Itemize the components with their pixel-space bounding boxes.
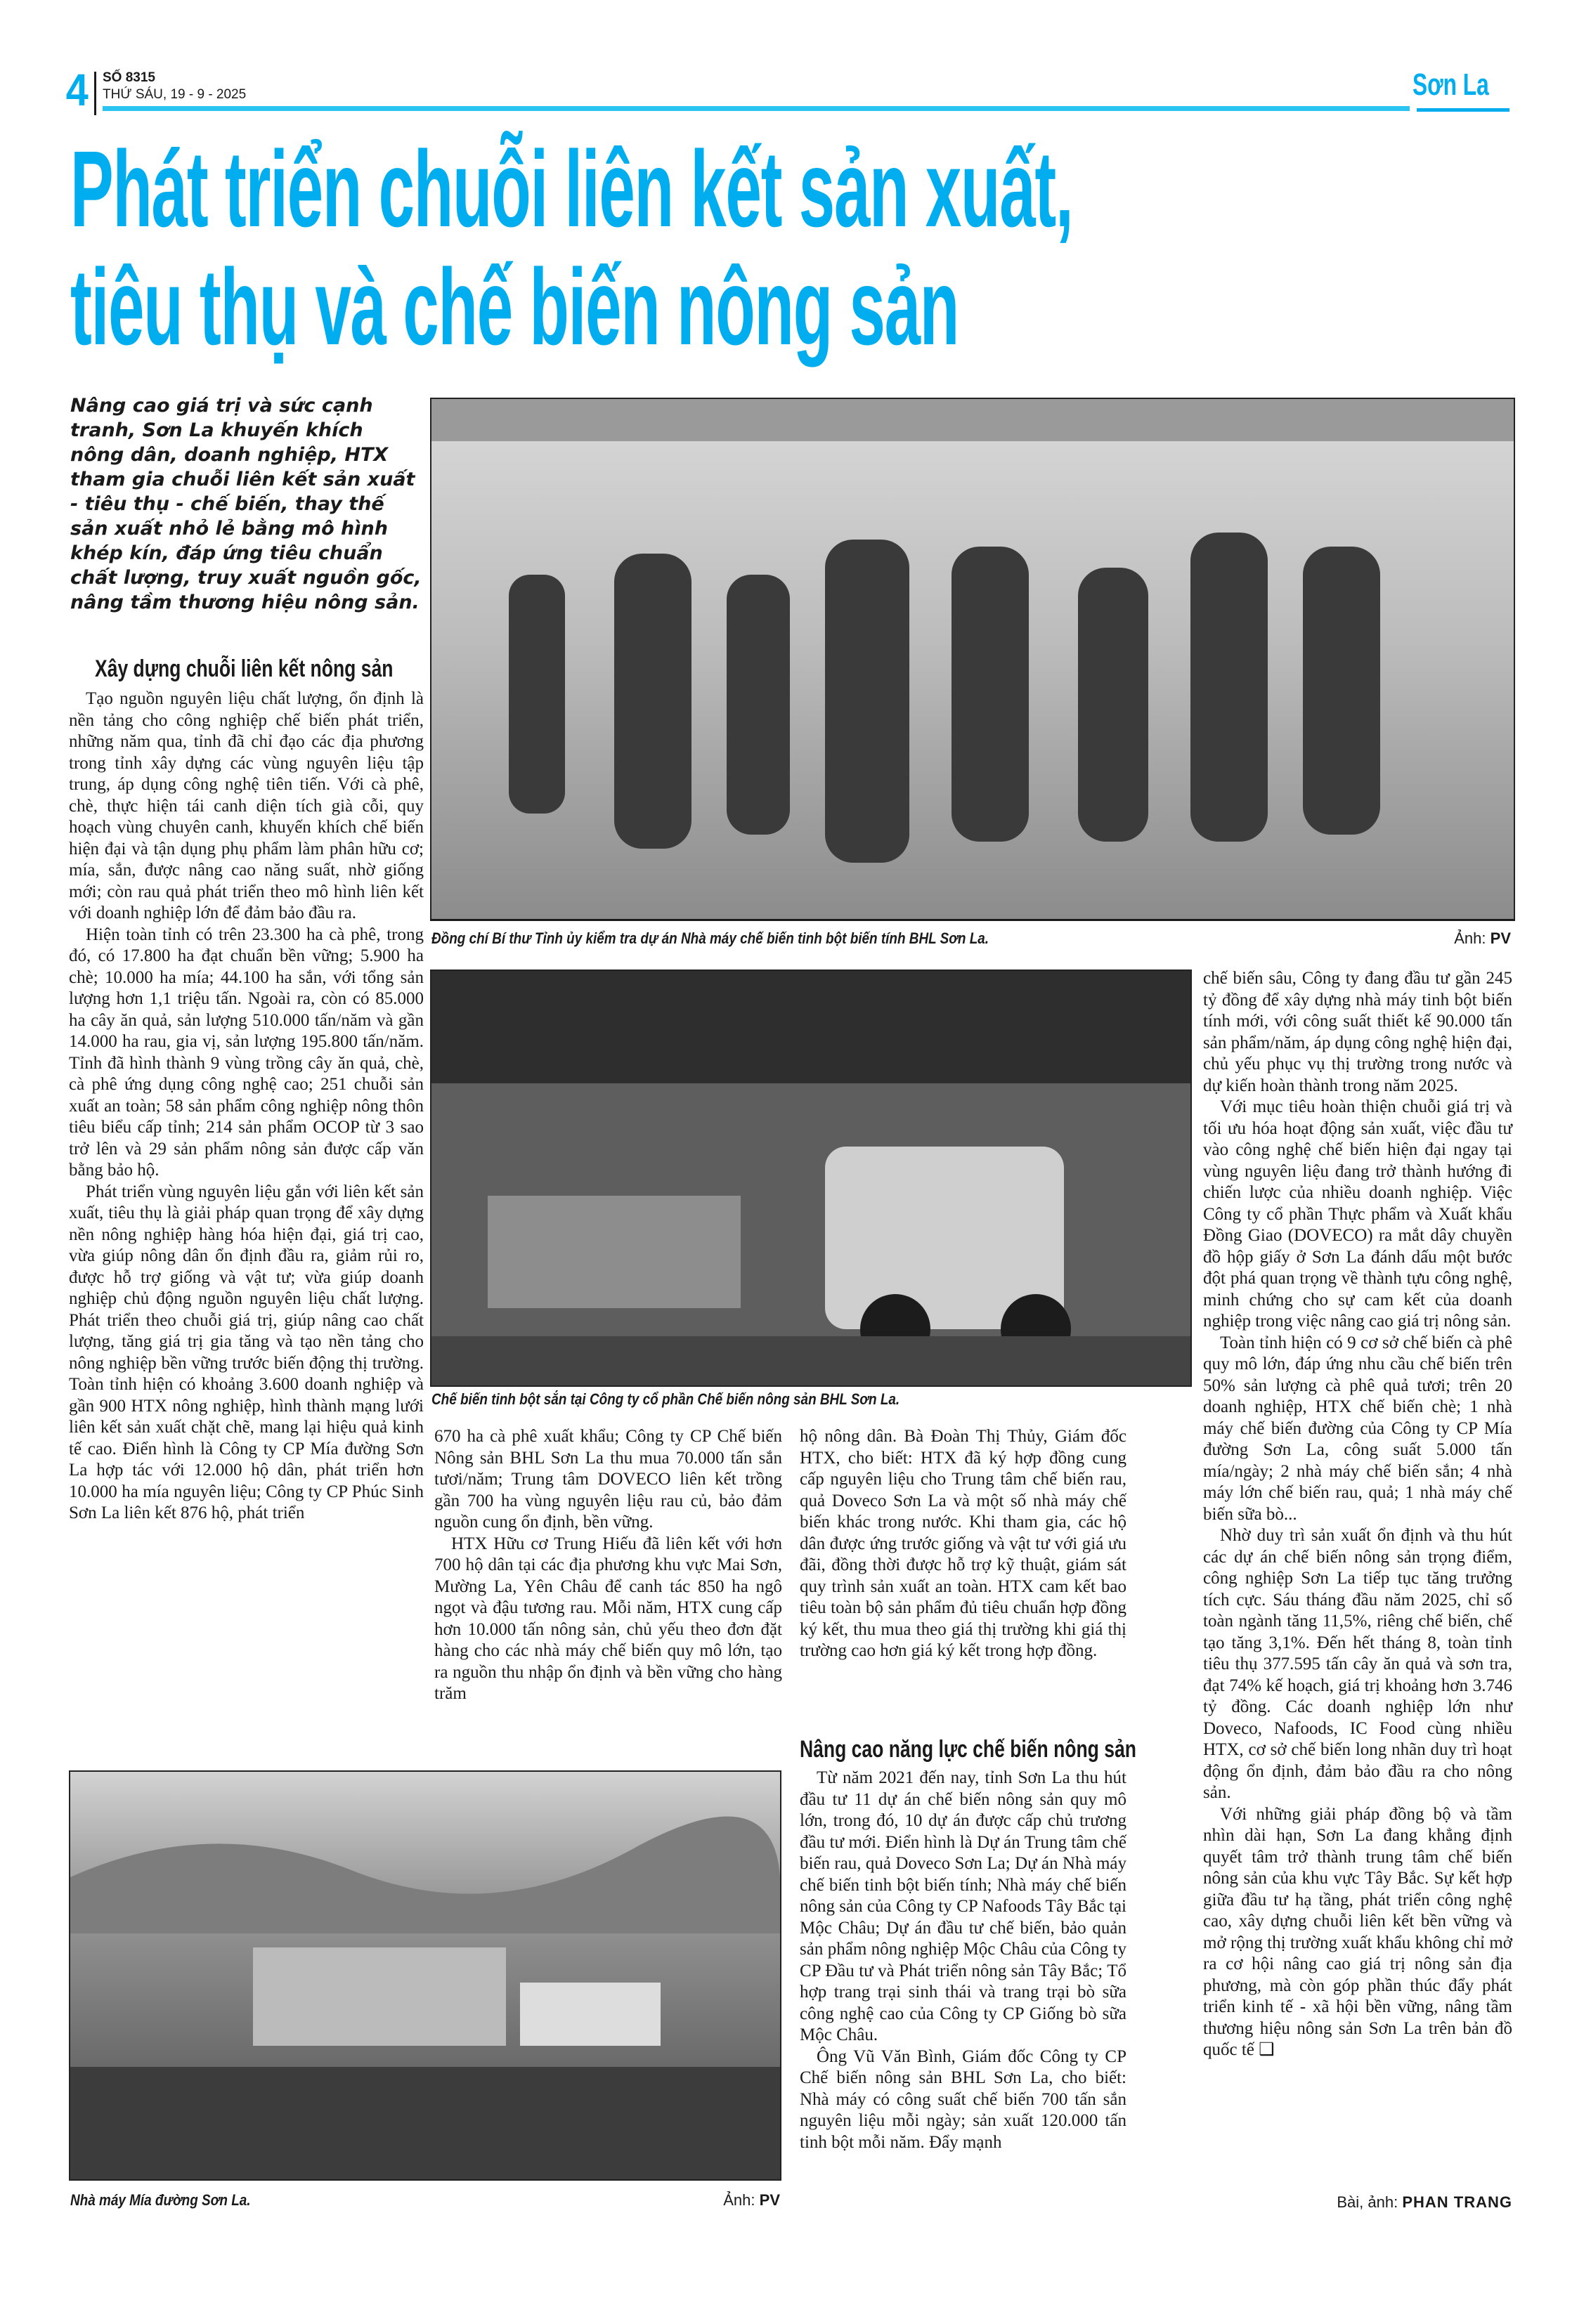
caption-rule <box>430 919 1515 921</box>
header-rule <box>103 106 1410 111</box>
paragraph: Toàn tỉnh hiện có 9 cơ sở chế biến cà phê quy mô lớn, đáp ứng nhu cầu chế biến trên 50% sản lượng cà phê quả tươi; trên 20 doanh nghiệp, HTX chế biến chè; 1 nhà máy chế biến đường của Công ty CP Mía đường Sơn La, công suất 5.000 tấn mía/ngày; 2 nhà máy chế biến sắn; 4 nhà máy lớn chế biến rau, quả; 1 nhà máy chế biến sữa bò... <box>1203 1333 1512 1524</box>
paragraph: Hiện toàn tỉnh có trên 23.300 ha cà phê, trong đó, có 17.800 ha đạt chuẩn bền vững; 5.900 ha chè; 10.000 ha mía; 44.100 ha sắn, với tổng sản lượng hơn 1,1 triệu tấn. Ngoài ra, còn có 85.000 ha cây ăn quả, sản lượng 510.000 tấn/năm và gần 14.000 ha rau, gia vị, sản lượng 195.800 tấn/năm. Tỉnh đã hình thành 9 vùng trồng cây ăn quả, chè, cà phê ứng dụng công nghệ cao; 251 chuỗi sản xuất an toàn; 58 sản phẩm công nghiệp nông thôn tiêu biểu cấp tỉnh; 214 sản phẩm OCOP từ 3 sao trở lên và 29 sản phẩm nông sản được cấp văn bằng bảo hộ. <box>69 925 424 1180</box>
photo-starch-processing <box>430 970 1192 1387</box>
photo-processing-image <box>431 971 1190 1385</box>
credit-label: Ảnh: <box>723 2191 755 2209</box>
paragraph: hộ nông dân. Bà Đoàn Thị Thủy, Giám đốc HTX, cho biết: HTX đã ký hợp đồng cung cấp nguyên liệu cho Trung tâm chế biến rau, quả Doveco Sơn La và một số nhà máy chế biến khác trong nước. Khi tham gia, các hộ dân được ứng trước giống và vật tư với giá ưu đãi, đồng thời được hỗ trợ kỹ thuật, giám sát quy trình sản xuất an toàn. HTX cam kết bao tiêu toàn bộ sản phẩm đủ tiêu chuẩn hợp đồng ký kết, thu mua theo giá thị trường khi giá thị trường cao hơn giá ký kết trong hợp đồng. <box>800 1427 1126 1660</box>
column-3-continued <box>800 1768 1126 2153</box>
page-number: 4 <box>65 65 89 115</box>
byline-label: Bài, ảnh: <box>1337 2193 1398 2211</box>
column-3 <box>800 1426 1126 1662</box>
column-4 <box>1203 968 1512 2061</box>
photo-caption: Nhà máy Mía đường Sơn La. <box>70 2191 251 2209</box>
title-line-1: Phát triển chuỗi liên kết sản xuất, <box>70 129 1073 249</box>
byline-name: PHAN TRANG <box>1402 2193 1512 2211</box>
column-2 <box>434 1426 782 1705</box>
credit-name: PV <box>1490 929 1511 947</box>
issue-number: SỐ 8315 <box>103 70 155 85</box>
section-name: Sơn La <box>1413 67 1489 102</box>
photo-caption: Đồng chí Bí thư Tỉnh ủy kiểm tra dự án Nhà máy chế biến tinh bột biến tính BHL Sơn La. <box>431 929 989 947</box>
paragraph: Tạo nguồn nguyên liệu chất lượng, ổn định là nền tảng cho công nghiệp chế biến phát triển, những năm qua, tỉnh đã chỉ đạo các địa phương trong tỉnh xây dựng các vùng nguyên liệu tập trung, áp dụng công nghệ tiên tiến. Với cà phê, chè, thực hiện tái canh diện tích già cỗi, quy hoạch vùng chuyên canh, khuyến khích chế biến hiện đại và tận dụng phụ phẩm làm phân hữu cơ; mía, sắn, được nâng cao năng suất, nhờ giống mới; còn rau quả phát triển theo mô hình liên kết với doanh nghiệp lớn để đảm bảo đầu ra. <box>69 689 424 922</box>
paragraph: 670 ha cà phê xuất khẩu; Công ty CP Chế biến Nông sản BHL Sơn La thu mua 70.000 tấn sắn tươi/năm; Trung tâm DOVECO liên kết trồng gần 700 ha vùng nguyên liệu rau củ, bảo đảm nguồn cung ổn định, bền vững. <box>434 1427 782 1532</box>
photo-sugar-factory <box>69 1770 781 2181</box>
paragraph: chế biến sâu, Công ty đang đầu tư gần 245 tỷ đồng để xây dựng nhà máy tinh bột biến tính mới, với công suất thiết kế 90.000 tấn sản phẩm/năm, áp dụng công nghệ hiện đại, chủ yếu phục vụ thị trường trong nước và dự kiến hoàn thành trong năm 2025. <box>1203 969 1512 1095</box>
paragraph: HTX Hữu cơ Trung Hiếu đã liên kết với hơn 700 hộ dân tại các địa phương khu vực Mai Sơn, Mường La, Yên Châu để canh tác 850 ha ngô ngọt và đậu tương rau. Mỗi năm, HTX cung cấp hơn 10.000 tấn nông sản, chủ yếu theo đơn đặt hàng cho các nhà máy chế biến quy mô lớn, tạo ra nguồn thu nhập ổn định và bền vững cho hàng trăm <box>434 1534 782 1703</box>
photo-sugar-factory-image <box>70 1772 780 2179</box>
credit-name: PV <box>759 2191 780 2209</box>
photo-caption: Chế biến tinh bột sắn tại Công ty cổ phần Chế biến nông sản BHL Sơn La. <box>431 1390 900 1408</box>
subhead-build-chain: Xây dựng chuỗi liên kết nông sản <box>95 655 394 682</box>
section-rule <box>1417 108 1509 112</box>
paragraph: Nhờ duy trì sản xuất ổn định và thu hút các dự án chế biến nông sản trọng điểm, công nghiệp Sơn La tiếp tục tăng trưởng tích cực. Sáu tháng đầu năm 2025, chỉ số toàn ngành tăng 11,5%, riêng chế biến, chế tạo tăng 3,1%. Đến hết tháng 8, toàn tỉnh tiêu thụ 377.595 tấn cây ăn quả và sơn tra, đạt 74% kế hoạch, giá trị khoảng hơn 3.746 tỷ đồng. Các doanh nghiệp lớn như Doveco, Nafoods, IC Food cùng nhiều HTX, cơ sở chế biến long nhãn duy trì hoạt động ổn định, đảm bảo đầu ra cho nông sản. <box>1203 1526 1512 1802</box>
title-line-2: tiêu thụ và chế biến nông sản <box>70 247 959 367</box>
paragraph: Phát triển vùng nguyên liệu gắn với liên kết sản xuất, tiêu thụ là giải pháp quan trọng để xây dựng nền nông nghiệp hàng hóa hiện đại, giá trị cao, vừa giúp nông dân ổn định đầu ra, giảm rủi ro, được hỗ trợ giống và vật tư; vừa giúp doanh nghiệp chủ động nguồn nguyên liệu chất lượng. Phát triển theo chuỗi giá trị, giúp nâng cao chất lượng, tăng giá trị gia tăng và tạo nền tảng cho nông nghiệp bền vững trước biến động thị trường. Toàn tỉnh hiện có khoảng 3.600 doanh nghiệp và gần 900 HTX nông nghiệp, hình thành mạng lưới liên kết sản xuất chặt chẽ, mang lại hiệu quả kinh tế cao. Điển hình là Công ty CP Mía đường Sơn La hợp tác với 12.000 hộ dân, phát triển hơn 10.000 ha mía nguyên liệu; Công ty CP Phúc Sinh Sơn La liên kết 876 hộ, phát triển <box>69 1182 424 1522</box>
photo-credit <box>1377 929 1511 948</box>
byline <box>1203 2193 1512 2212</box>
paragraph: Từ năm 2021 đến nay, tỉnh Sơn La thu hút đầu tư 11 dự án chế biến nông sản quy mô lớn, trong đó, 10 dự án được cấp chủ trương đầu tư mới. Điển hình là Dự án Trung tâm chế biến rau, quả Doveco Sơn La; Dự án Nhà máy chế biến tinh bột biến tính; Nhà máy chế biến nông sản của Công ty CP Nafoods Tây Bắc tại Mộc Châu; Dự án đầu tư chế biến, bảo quản sản phẩm nông nghiệp Mộc Châu của Công ty CP Đầu tư và Phát triển nông sản Tây Bắc; Tổ hợp trang trại sinh thái và trang trại bò sữa công nghệ cao của Công ty CP Giống bò sữa Mộc Châu. <box>800 1768 1126 2044</box>
paragraph: Với mục tiêu hoàn thiện chuỗi giá trị và tối ưu hóa hoạt động sản xuất, việc đầu tư vào công nghệ chế biến hiện đại ngay tại vùng nguyên liệu đang trở thành hướng đi chiến lược của nhiều doanh nghiệp. Việc Công ty cổ phần Thực phẩm và Xuất khẩu Đồng Giao (DOVECO) ra mắt dây chuyền đồ hộp giấy ở Sơn La đánh dấu một bước đột phá quan trọng về thành tựu công nghệ, minh chứng cho sự cam kết của doanh nghiệp trong việc nâng cao giá trị nông sản. <box>1203 1097 1512 1331</box>
photo-officials-inspection <box>430 398 1515 920</box>
article-title <box>70 130 1462 366</box>
photo-officials-image <box>431 399 1514 919</box>
paragraph: Với những giải pháp đồng bộ và tầm nhìn dài hạn, Sơn La đang khẳng định quyết tâm trở thành trung tâm chế biến nông sản của khu vực Tây Bắc. Sự kết hợp giữa đầu tư hạ tầng, phát triển công nghệ cao, xây dựng chuỗi liên kết bền vững và mở rộng thị trường xuất khẩu không chỉ mở ra cơ hội nâng cao giá trị nông sản địa phương, mà còn góp phần thúc đẩy phát triển kinh tế - xã hội bền vững, nâng tầm thương hiệu nông sản Sơn La trên bản đồ quốc tế ❑ <box>1203 1804 1512 2059</box>
credit-label: Ảnh: <box>1454 929 1486 947</box>
column-1 <box>69 688 424 1525</box>
photo-credit <box>632 2191 780 2210</box>
subhead-processing-capacity: Nâng cao năng lực chế biến nông sản <box>800 1736 1136 1763</box>
article-lead: Nâng cao giá trị và sức cạnh tranh, Sơn La khuyến khích nông dân, doanh nghiệp, HTX tham gia chuỗi liên kết sản xuất - tiêu thụ - chế biến, thay thế sản xuất nhỏ lẻ bằng mô hình khép kín, đáp ứng tiêu chuẩn chất lượng, truy xuất nguồn gốc, nâng tầm thương hiệu nông sản. <box>70 395 422 613</box>
issue-date: THỨ SÁU, 19 - 9 - 2025 <box>103 87 247 102</box>
header-divider <box>94 72 96 115</box>
paragraph: Ông Vũ Văn Bình, Giám đốc Công ty CP Chế biến nông sản BHL Sơn La, cho biết: Nhà máy có công suất chế biến 700 tấn sắn nguyên liệu mỗi ngày; sản xuất 120.000 tấn tinh bột mỗi năm. Đẩy mạnh <box>800 2046 1126 2152</box>
